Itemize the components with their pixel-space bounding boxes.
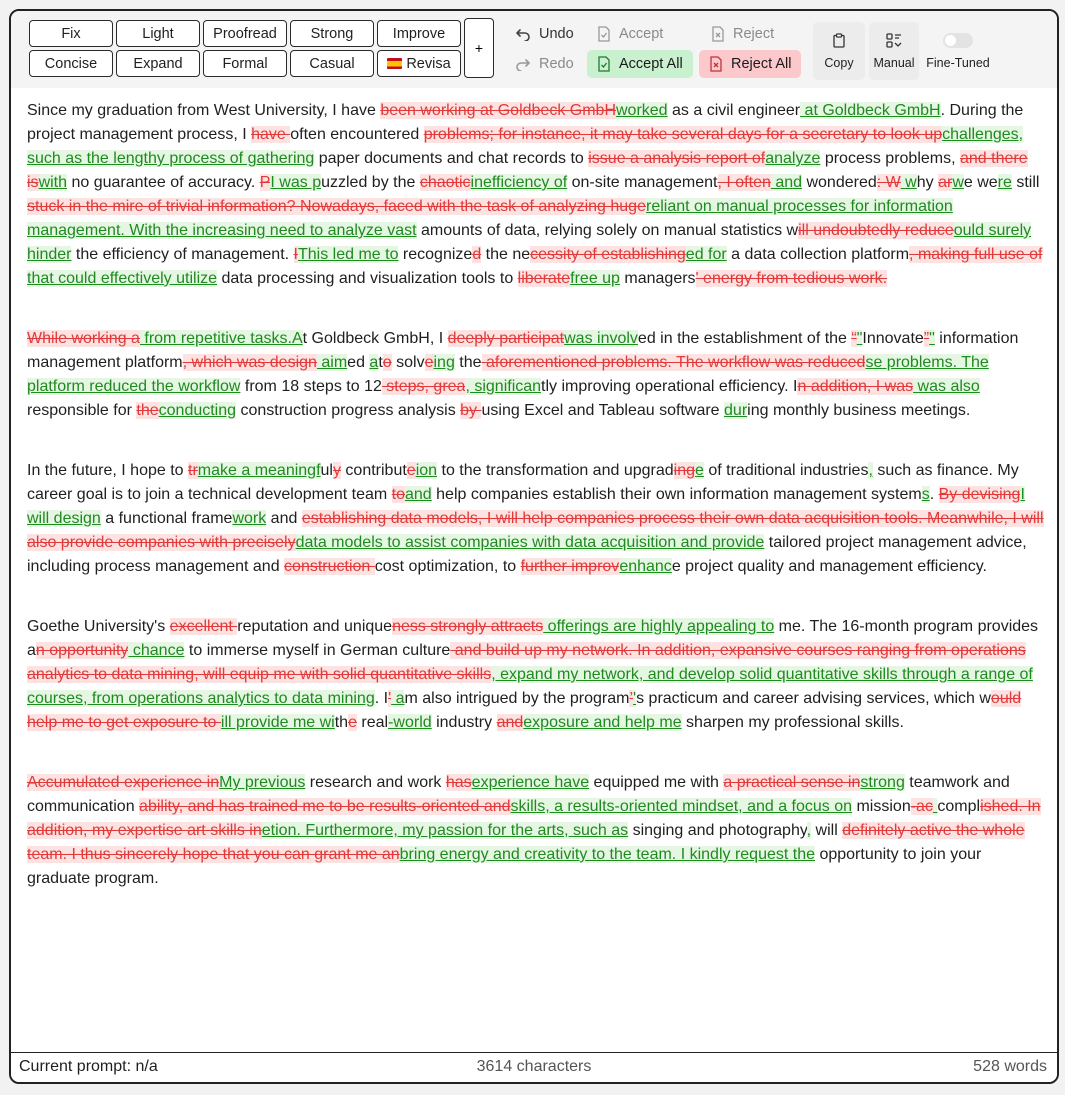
clipboard-icon [833, 33, 845, 48]
proofread-button[interactable]: Proofread [203, 20, 287, 47]
insertion[interactable]: ion [415, 462, 438, 479]
manual-button[interactable] [869, 22, 919, 80]
text-run: ing monthly business meetings. [747, 402, 971, 419]
deletion[interactable]: deeply participat [447, 330, 565, 347]
deletion[interactable]: stuck in the mire of trivial information? Nowadays, faced with the task of analyzing huge [27, 198, 646, 215]
insertion[interactable]: inefficiency of [470, 174, 568, 191]
insertion[interactable]: w [952, 174, 964, 191]
insertion[interactable]: chance [128, 642, 185, 659]
insertion[interactable]: ed for [685, 246, 727, 263]
insertion[interactable]: enhanc [619, 558, 672, 575]
text-run: wondered [802, 174, 877, 191]
accept-all-label: Accept All [619, 56, 683, 72]
text-run: a functional frame [100, 510, 233, 527]
deletion[interactable]: While working a [27, 330, 140, 347]
insertion[interactable]: work [232, 510, 267, 527]
text-run: ed [347, 354, 370, 371]
fix-button[interactable]: Fix [29, 20, 113, 47]
revisa-label: Revisa [406, 55, 451, 72]
insertion[interactable]: challenges, such as the lengthy process of gathering [27, 126, 1024, 167]
deletion[interactable]: , I often [717, 174, 771, 191]
deletion[interactable]: By devising [938, 486, 1021, 503]
expand-button[interactable]: Expand [116, 50, 200, 77]
insertion[interactable]: analyze [765, 150, 821, 167]
insertion[interactable]: aim [316, 354, 348, 371]
deletion[interactable]: aforementioned problems. The workflow was reduced [481, 354, 866, 371]
deletion[interactable]: by [460, 402, 482, 419]
insertion[interactable]: , expand my network, and develop solid quantitative skills through a range of courses, from operations analytics to data mining [27, 666, 1033, 707]
fine-tuned-toggle[interactable] [925, 22, 991, 80]
redo-icon [515, 57, 531, 71]
text-run: equipped me with [589, 774, 724, 791]
insertion[interactable]: e [695, 462, 704, 479]
deletion[interactable]: cessity of establishing [530, 246, 686, 263]
copy-label: Copy [824, 55, 854, 70]
insertion[interactable]: free up [570, 270, 620, 287]
insertion[interactable]: reliant on manual processes for information management. With the increasing need to analyze vast [27, 198, 953, 239]
word-count: 528 words [973, 1058, 1047, 1075]
text-run: paper documents and chat records to [314, 150, 589, 167]
deletion[interactable]: ished. In addition, my expertise art skills in [27, 798, 1041, 839]
insertion[interactable]: re [997, 174, 1012, 191]
deletion[interactable]: further improv [520, 558, 620, 575]
paragraph [27, 615, 1045, 735]
paragraph [27, 327, 1045, 423]
insertion[interactable]: se problems. The platform reduced the workflow [27, 354, 989, 395]
insertion[interactable]: " [856, 330, 863, 347]
reject-all-button[interactable] [699, 50, 801, 78]
spain-flag-icon [387, 58, 402, 69]
text-run: data processing and visualization tools to [217, 270, 518, 287]
text-run: t [378, 354, 383, 371]
insertion[interactable]: My previous [219, 774, 306, 791]
insertion[interactable]: strong [860, 774, 905, 791]
insertion[interactable]: etion. Furthermore, my passion for the arts, such as [261, 822, 629, 839]
deletion[interactable]: P [259, 174, 271, 191]
insertion[interactable]: skills, a results-oriented mindset, and a focus on [510, 798, 853, 815]
text-run: research and work [305, 774, 446, 791]
text-run: recognize [398, 246, 473, 263]
accept-button[interactable] [587, 20, 673, 48]
deletion[interactable]: I [293, 246, 298, 263]
text-run: help companies establish their own information management system [431, 486, 922, 503]
deletion[interactable]: ould help me to get exposure to [27, 690, 1022, 731]
text-run: t Goldbeck GmbH, I [302, 330, 448, 347]
deletion[interactable]: n opportunity [35, 642, 129, 659]
insertion[interactable]: w [900, 174, 917, 191]
deletion[interactable]: the [136, 402, 159, 419]
concise-button[interactable]: Concise [29, 50, 113, 77]
paragraph [27, 771, 1045, 891]
insertion[interactable]: that could effectively utilize [27, 270, 218, 287]
insertion[interactable]: s [921, 486, 930, 503]
text-run: still [1011, 174, 1040, 191]
deletion[interactable]: have [251, 126, 291, 143]
document-check-icon [597, 56, 611, 72]
insertion[interactable]: experience have [471, 774, 590, 791]
text-run: e project quality and management efficiency. [671, 558, 987, 575]
text-run: opportunity to join your graduate program. [27, 846, 982, 887]
undo-button[interactable] [505, 20, 584, 48]
redo-button[interactable] [505, 50, 584, 78]
insertion[interactable]: ill provide me wi [220, 714, 335, 731]
redo-label: Redo [539, 56, 574, 72]
deletion[interactable]: ’ [629, 690, 634, 707]
insertion[interactable]: bring energy and creativity to the team. I kindly request the [399, 846, 815, 863]
reject-label: Reject [733, 26, 775, 42]
insertion[interactable]: was also [913, 378, 980, 395]
text-run: the ne [481, 246, 531, 263]
text-run: th [334, 714, 349, 731]
text-run: as a civil engineer [667, 102, 801, 119]
deletion[interactable]: o [382, 354, 392, 371]
text-run: e we [963, 174, 998, 191]
text-run: tailored project management advice, including process management and [27, 534, 1027, 575]
text-run: to the transformation and upgrad [437, 462, 674, 479]
text-run: mission [852, 798, 911, 815]
text-run: uzzled by the [321, 174, 420, 191]
insertion[interactable]: ould surely hinder [27, 222, 1032, 263]
text-run: construction progress analysis [236, 402, 461, 419]
deletion[interactable]: ill undoubtedly reduce [798, 222, 954, 239]
deletion[interactable]: definitely active the whole team. I thus sincerely hope that you can grant me an [27, 822, 1025, 863]
text-run: In the future, I hope to [27, 462, 188, 479]
insertion[interactable]: I was p [270, 174, 322, 191]
text-run: no guarantee of accuracy. [67, 174, 260, 191]
deletion[interactable]: Accumulated experience in [27, 774, 220, 791]
add-prompt-button[interactable]: + [464, 18, 494, 78]
document-x-icon [709, 56, 723, 72]
deletion[interactable]: n addition, I was [797, 378, 914, 395]
insertion[interactable]: , [806, 822, 812, 839]
text-run: solv [391, 354, 425, 371]
deletion[interactable]: and [496, 714, 524, 731]
deletion[interactable]: ing [673, 462, 695, 479]
deletion[interactable]: y [332, 462, 341, 479]
deletion[interactable]: excellent [169, 618, 238, 635]
deletion[interactable]: ' [388, 690, 392, 707]
text-run: amounts of data, relying solely on manual statistics w [416, 222, 799, 239]
insertion[interactable]: , [868, 462, 873, 479]
deletion[interactable]: has [445, 774, 472, 791]
deletion[interactable]: ability, and has trained me to be results-oriented and [139, 798, 511, 815]
improve-button[interactable]: Improve [377, 20, 461, 47]
reject-button[interactable] [701, 20, 784, 48]
toggle-switch[interactable] [943, 33, 973, 48]
text-run: managers [619, 270, 696, 287]
deletion[interactable]: ness strongly attracts [392, 618, 544, 635]
undo-icon [515, 27, 531, 41]
deletion[interactable]: to [391, 486, 405, 503]
toolbar [11, 11, 1057, 88]
deletion[interactable]: ” [923, 330, 930, 347]
manual-edit-icon [886, 33, 902, 48]
paragraph [27, 459, 1045, 579]
text-run: ed in the establishment of the [637, 330, 852, 347]
deletion[interactable]: issue a analysis report of [588, 150, 766, 167]
text-run: Innovate [862, 330, 924, 347]
light-button[interactable]: Light [116, 20, 200, 47]
insertion[interactable]: at Goldbeck GmbH [800, 102, 941, 119]
insertion[interactable]: data models to assist companies with data acquisition and provide [295, 534, 765, 551]
accept-all-button[interactable] [587, 50, 693, 78]
insertion[interactable]: ' [633, 690, 637, 707]
text-run: teamwork and communication [27, 774, 1010, 815]
deletion[interactable]: d [472, 246, 482, 263]
insertion[interactable]: a [369, 354, 379, 371]
insertion[interactable]: " [929, 330, 935, 347]
deletion[interactable]: steps, grea [381, 378, 466, 395]
deletion[interactable]: liberate [517, 270, 571, 287]
accept-label: Accept [619, 26, 664, 42]
current-prompt: Current prompt: n/a [19, 1058, 158, 1075]
insertion[interactable]: offerings are highly appealing to [543, 618, 775, 635]
casual-button[interactable]: Casual [290, 50, 374, 77]
deletion[interactable]: and build up my network. In addition, expansive courses ranging from operations analytics to data mining, will equip me with solid quantitative skills [27, 642, 1026, 683]
text-run: often encountered [290, 126, 424, 143]
text-run: hy [916, 174, 939, 191]
deletion[interactable]: a practical sense in [723, 774, 861, 791]
deletion[interactable]: and there is [27, 150, 1028, 191]
copy-button[interactable] [813, 22, 865, 80]
text-run: . I [374, 690, 389, 707]
deletion[interactable]: : W [876, 174, 901, 191]
insertion[interactable]: ing [433, 354, 455, 371]
text-run: . During the project management process, I [27, 102, 1024, 143]
manual-label: Manual [873, 55, 915, 70]
text-run: reputation and unique [237, 618, 393, 635]
text-run: the [454, 354, 482, 371]
text-run: such as finance. My career goal is to join a technical development team [27, 462, 1019, 503]
insertion[interactable]: exposure and help me [523, 714, 682, 731]
text-run: using Excel and Tableau software [481, 402, 725, 419]
insertion[interactable]: was involv [564, 330, 638, 347]
text-run: Goethe University's [27, 618, 170, 635]
undo-label: Undo [539, 26, 574, 42]
insertion[interactable]: a [391, 690, 405, 707]
deletion[interactable]: ' energy from tedious work. [695, 270, 888, 287]
text-run: tly improving operational efficiency. I [541, 378, 798, 395]
text-run: ul [320, 462, 333, 479]
text-run: real [356, 714, 389, 731]
insertion[interactable]: This led me to [298, 246, 399, 263]
insertion[interactable]: worked [616, 102, 668, 119]
insertion[interactable]: from repetitive tasks.A [139, 330, 303, 347]
text-run: of traditional industries [703, 462, 869, 479]
deletion[interactable]: -ac [910, 798, 933, 815]
insertion[interactable]: dur [724, 402, 748, 419]
document-x-icon [711, 26, 725, 42]
text-run: singing and photography [628, 822, 807, 839]
deletion[interactable]: e [424, 354, 434, 371]
deletion[interactable]: “ [851, 330, 857, 347]
deletion[interactable]: construction [284, 558, 375, 575]
text-run: industry [431, 714, 497, 731]
insertion[interactable]: I will design [27, 486, 1025, 527]
formal-button[interactable]: Formal [203, 50, 287, 77]
document-body[interactable] [27, 99, 1045, 927]
insertion[interactable]: with [38, 174, 68, 191]
reject-all-label: Reject All [731, 56, 792, 72]
text-run: sharpen my professional skills. [681, 714, 904, 731]
deletion[interactable]: , which was design [182, 354, 317, 371]
document-check-icon [597, 26, 611, 42]
text-run: Since my graduation from West University, I have [27, 102, 381, 119]
insertion[interactable]: and [405, 486, 432, 503]
insertion[interactable]: make a meaningf [197, 462, 321, 479]
text-run: me. The 16-month program provides a [27, 618, 1039, 659]
text-run: a data collection platform [726, 246, 910, 263]
strong-button[interactable]: Strong [290, 20, 374, 47]
text-run: and [266, 510, 302, 527]
character-count: 3614 characters [476, 1058, 592, 1075]
text-run: on-site management [567, 174, 718, 191]
text-run: s practicum and career advising services, which w [636, 690, 991, 707]
revisa-button[interactable] [377, 50, 461, 77]
insertion[interactable]: -world [388, 714, 432, 731]
toggle-knob [945, 35, 956, 46]
text-run: compl [937, 798, 981, 815]
fine-tuned-label: Fine-Tuned [926, 55, 990, 70]
text-run: contribut [340, 462, 407, 479]
text-run: cost optimization, to [374, 558, 521, 575]
deletion[interactable]: chaotic [419, 174, 471, 191]
deletion[interactable]: establishing data models, I will help companies process their own data acquisition tools. Meanwhile, I will also provide companies with precisely [27, 510, 1044, 551]
text-run: . [929, 486, 939, 503]
text-run: will [811, 822, 843, 839]
deletion[interactable]: problems; for instance, it may take several days for a secretary to look up [423, 126, 943, 143]
deletion[interactable]: been working at Goldbeck GmbH [380, 102, 616, 119]
deletion[interactable]: e [348, 714, 357, 731]
text-run: process problems, [820, 150, 960, 167]
paragraph [27, 99, 1045, 291]
text-run: m also intrigued by the program [404, 690, 630, 707]
deletion[interactable]: , making full use of [909, 246, 1043, 263]
status-bar [11, 1052, 1057, 1082]
text-run: information management platform [27, 330, 1019, 371]
text-run: responsible for [27, 402, 137, 419]
deletion[interactable]: ar [938, 174, 953, 191]
deletion[interactable]: e [406, 462, 416, 479]
editor-window [9, 9, 1059, 1084]
deletion[interactable]: tr [188, 462, 198, 479]
insertion[interactable]: and [770, 174, 803, 191]
text-run: to immerse myself in German culture [184, 642, 451, 659]
text-run: the efficiency of management. [71, 246, 294, 263]
insertion[interactable]: , significan [465, 378, 542, 395]
insertion[interactable]: conducting [158, 402, 237, 419]
text-run: from 18 steps to 12 [240, 378, 382, 395]
